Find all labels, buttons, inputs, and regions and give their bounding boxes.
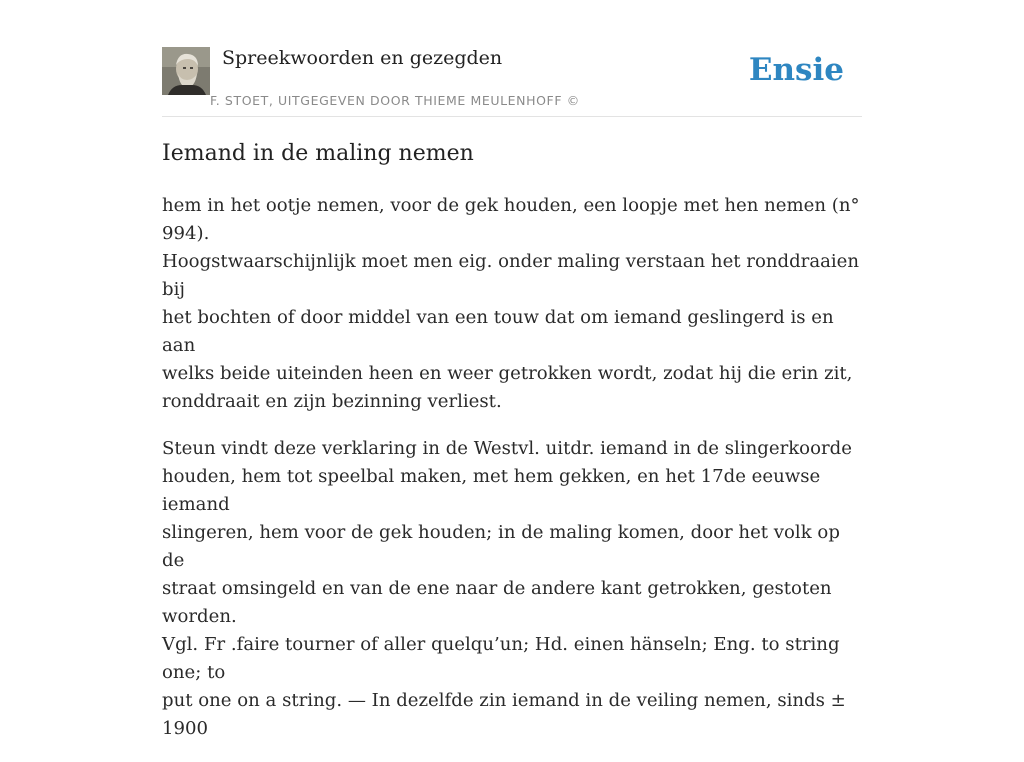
text-line: Vgl. Fr .faire tourner of aller quelqu’un; Hd. einen hänseln; Eng. to string one; to — [162, 634, 840, 683]
header — [162, 0, 862, 117]
text-line: slingeren, hem voor de gek houden; in de maling komen, door het volk op de — [162, 522, 840, 571]
text-line: straat omsingeld en van de ene naar de andere kant getrokken, gestoten worden. — [162, 578, 832, 627]
text-line: houden, hem tot speelbal maken, met hem gekken, en het 17de eeuwse iemand — [162, 466, 821, 515]
book-title[interactable]: Spreekwoorden en gezegden — [222, 47, 503, 69]
text-line: Hoogstwaarschijnlijk moet men eig. onder maling verstaan het ronddraaien bij — [162, 251, 860, 300]
text-line: hem in het ootje nemen, voor de gek houden, een loopje met hen nemen (n° 994). — [162, 195, 860, 244]
entry-body — [162, 192, 864, 762]
text-line: welks beide uiteinden heen en weer getrokken wordt, zodat hij die erin zit, — [162, 363, 853, 384]
entry-paragraph — [162, 192, 864, 416]
text-line: ronddraait en zijn bezinning verliest. — [162, 391, 502, 412]
book-source: F. STOET, UITGEGEVEN DOOR THIEME MEULENHOFF © — [210, 93, 580, 108]
text-line: Steun vindt deze verklaring in de Westvl. uitdr. iemand in de slingerkoorde — [162, 438, 852, 459]
text-line: het bochten of door middel van een touw dat om iemand geslingerd is en aan — [162, 307, 834, 356]
text-line: put one on a string. — In dezelfde zin iemand in de veiling nemen, sinds ± 1900 — [162, 690, 846, 739]
author-portrait-icon[interactable] — [162, 47, 210, 95]
ensie-logo[interactable]: Ensie — [748, 52, 844, 88]
entry-title: Iemand in de maling nemen — [162, 141, 474, 166]
entry-paragraph — [162, 435, 864, 743]
